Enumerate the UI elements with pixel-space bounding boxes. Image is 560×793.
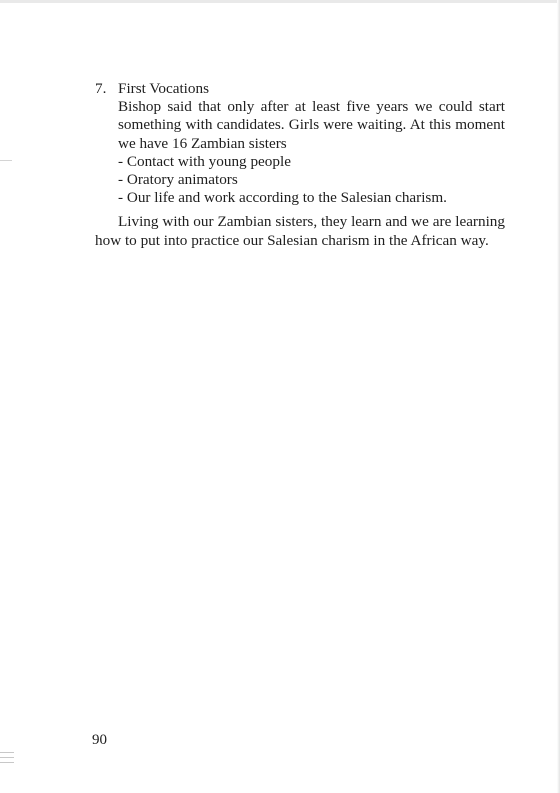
scan-mark-left <box>0 160 12 161</box>
section-body: Bishop said that only after at least five years we could start something with candidates. Girls were waiting. At this moment we have 16 Zambian sisters <box>118 98 505 152</box>
scan-rule-bottom <box>0 757 14 758</box>
numbered-section <box>95 80 505 207</box>
bullet-item: - Our life and work according to the Salesian charism. <box>118 189 447 207</box>
bullet-list <box>118 153 505 208</box>
bullet-item: - Contact with young people <box>118 152 291 170</box>
scan-rule-bottom <box>0 762 14 763</box>
page-content <box>95 80 505 250</box>
page-number: 90 <box>92 732 107 748</box>
section-heading: First Vocations <box>118 80 209 97</box>
scan-edge-top <box>0 0 560 3</box>
bullet-item: - Oratory animators <box>118 171 238 189</box>
scan-rule-bottom <box>0 752 14 753</box>
section-number: 7. <box>95 80 107 97</box>
closing-paragraph: Living with our Zambian sisters, they learn and we are learning how to put into practice our Salesian charism in the African way. <box>95 213 505 249</box>
